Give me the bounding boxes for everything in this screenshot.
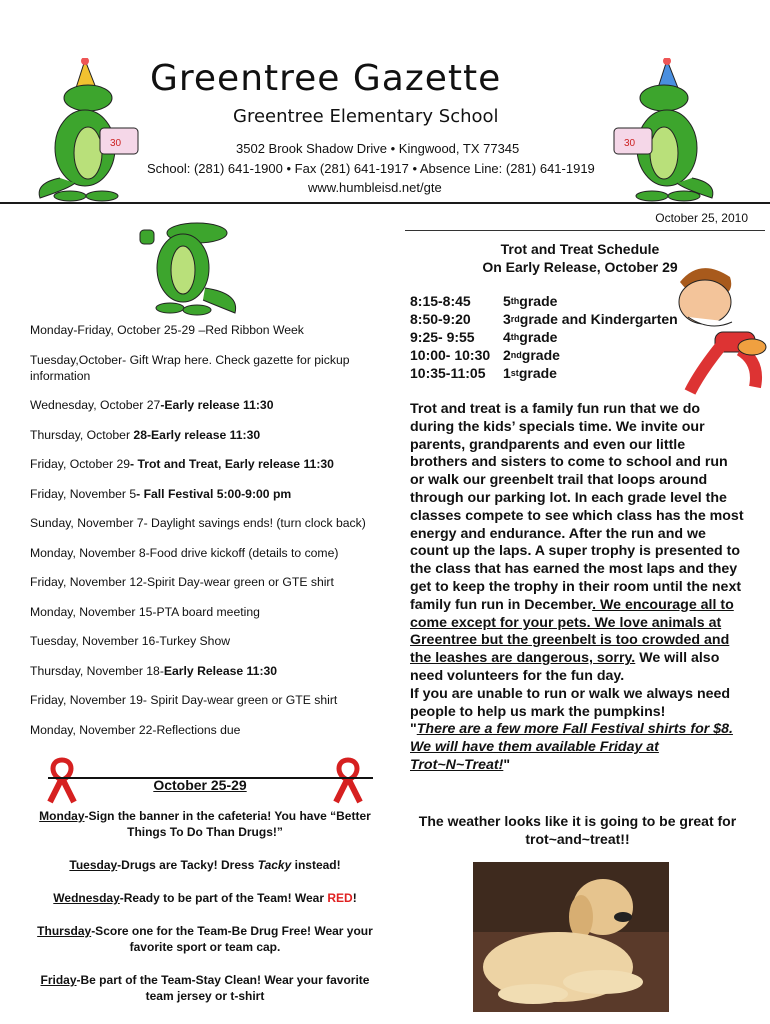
school-address: 3502 Brook Shadow Drive • Kingwood, TX 77345 bbox=[236, 141, 520, 156]
red-ribbon-days bbox=[30, 808, 380, 1021]
schedule-row: 9:25- 9:55 4 th grade bbox=[410, 329, 558, 345]
friday-item: Friday-Be part of the Team-Stay Clean! Wear your favorite team jersey or t-shirt bbox=[40, 973, 370, 1003]
school-website[interactable]: www.humbleisd.net/gte bbox=[308, 180, 442, 195]
calendar-item: Wednesday, October 27-Early release 11:30 bbox=[30, 398, 274, 412]
wednesday-item: Wednesday-Ready to be part of the Team! Wear RED! bbox=[53, 891, 357, 905]
tuesday-item: Tuesday-Drugs are Tacky! Dress Tacky instead! bbox=[69, 858, 341, 872]
schedule-row: 8:15-8:45 5 th grade bbox=[410, 293, 558, 309]
schedule-title: Trot and Treat Schedule On Early Release, October 29 bbox=[482, 241, 678, 275]
school-phones: School: (281) 641-1900 • Fax (281) 641-1917 • Absence Line: (281) 641-1919 bbox=[147, 161, 595, 176]
calendar-item: Tuesday,October- Gift Wrap here. Check gazette for pickup information bbox=[30, 352, 350, 383]
trot-and-treat-article: Trot and treat is a family fun run that we do during the kids’ specials time. We invite our parents, grandparents and even our little brothers and sisters to come to school and run or walk our greenbelt trail that loops around through our parking lot. In each grade level the classes compete to see which class has the most energy and endurance. After the run and we count up the laps. A super trophy is presented to the class that has earned the most laps and they get to keep the trophy in their room until the next family fun run in December. We encourage all to come except for your pets. We love animals at Greentree but the greenbelt is too crowded and the leashes are dangerous, sorry. We will also need volunteers for the fun day. If you are unable to run or walk we always need people to help us mark the pumpkins! "There are a few more Fall Festival shirts for $8. We will have them available Friday at Trot~N~Treat!" bbox=[410, 401, 744, 773]
calendar-item: Monday, November 22-Reflections due bbox=[30, 722, 241, 737]
issue-date: October 25, 2010 bbox=[655, 211, 748, 225]
calendar-item: Friday, November 12-Spirit Day-wear green or GTE shirt bbox=[30, 575, 334, 589]
calendar-item: Friday, October 29- Trot and Treat, Early release 11:30 bbox=[30, 457, 334, 471]
calendar-item: Monday-Friday, October 25-29 –Red Ribbon Week bbox=[30, 323, 304, 337]
calendar-item: Friday, November 5- Fall Festival 5:00-9:00 pm bbox=[30, 486, 292, 501]
red-ribbon-week-title: October 25-29 bbox=[153, 777, 247, 793]
cake-number-right: 30 bbox=[624, 138, 636, 149]
calendar-item: Thursday, November 18-Early Release 11:30 bbox=[30, 663, 278, 678]
weather-note: The weather looks like it is going to be great for trot~and~treat!! bbox=[418, 813, 737, 847]
calendar-item: Monday, November 15-PTA board meeting bbox=[30, 604, 260, 619]
calendar-item: Monday, November 8-Food drive kickoff (details to come) bbox=[30, 545, 339, 560]
calendar-item: Friday, November 19- Spirit Day-wear green or GTE shirt bbox=[30, 693, 338, 707]
schedule-row: 8:50-9:20 3 rd grade and Kindergarten bbox=[410, 311, 678, 327]
newsletter-title: Greentree Gazette bbox=[150, 58, 502, 99]
red-ribbon-left-icon bbox=[44, 756, 80, 804]
calendar-item: Sunday, November 7- Daylight savings ends! (turn clock back) bbox=[30, 516, 366, 530]
thursday-item: Thursday-Score one for the Team-Be Drug Free! Wear your favorite sport or team cap. bbox=[37, 924, 373, 954]
schedule-row: 10:00- 10:30 2 nd grade bbox=[410, 347, 560, 363]
thumbs-up-gator-image bbox=[135, 208, 245, 320]
schedule-table bbox=[410, 292, 678, 382]
header-divider bbox=[0, 202, 770, 204]
calendar-list bbox=[30, 322, 375, 751]
calendar-item: Thursday, October 28-Early release 11:30 bbox=[30, 427, 261, 442]
puppy-photo bbox=[473, 862, 669, 1012]
cake-number-left: 30 bbox=[110, 138, 122, 149]
school-name: Greentree Elementary School bbox=[233, 106, 499, 127]
schedule-row: 10:35-11:05 1 st grade bbox=[410, 365, 557, 381]
calendar-item: Tuesday, November 16-Turkey Show bbox=[30, 634, 231, 648]
schedule-divider bbox=[405, 230, 765, 231]
gator-mascot-right-image bbox=[612, 58, 722, 203]
monday-item: Monday-Sign the banner in the cafeteria! You have “Better Things To Do Than Drugs!” bbox=[39, 809, 371, 839]
red-ribbon-right-icon bbox=[330, 756, 366, 804]
gator-mascot-left-image bbox=[30, 58, 140, 203]
